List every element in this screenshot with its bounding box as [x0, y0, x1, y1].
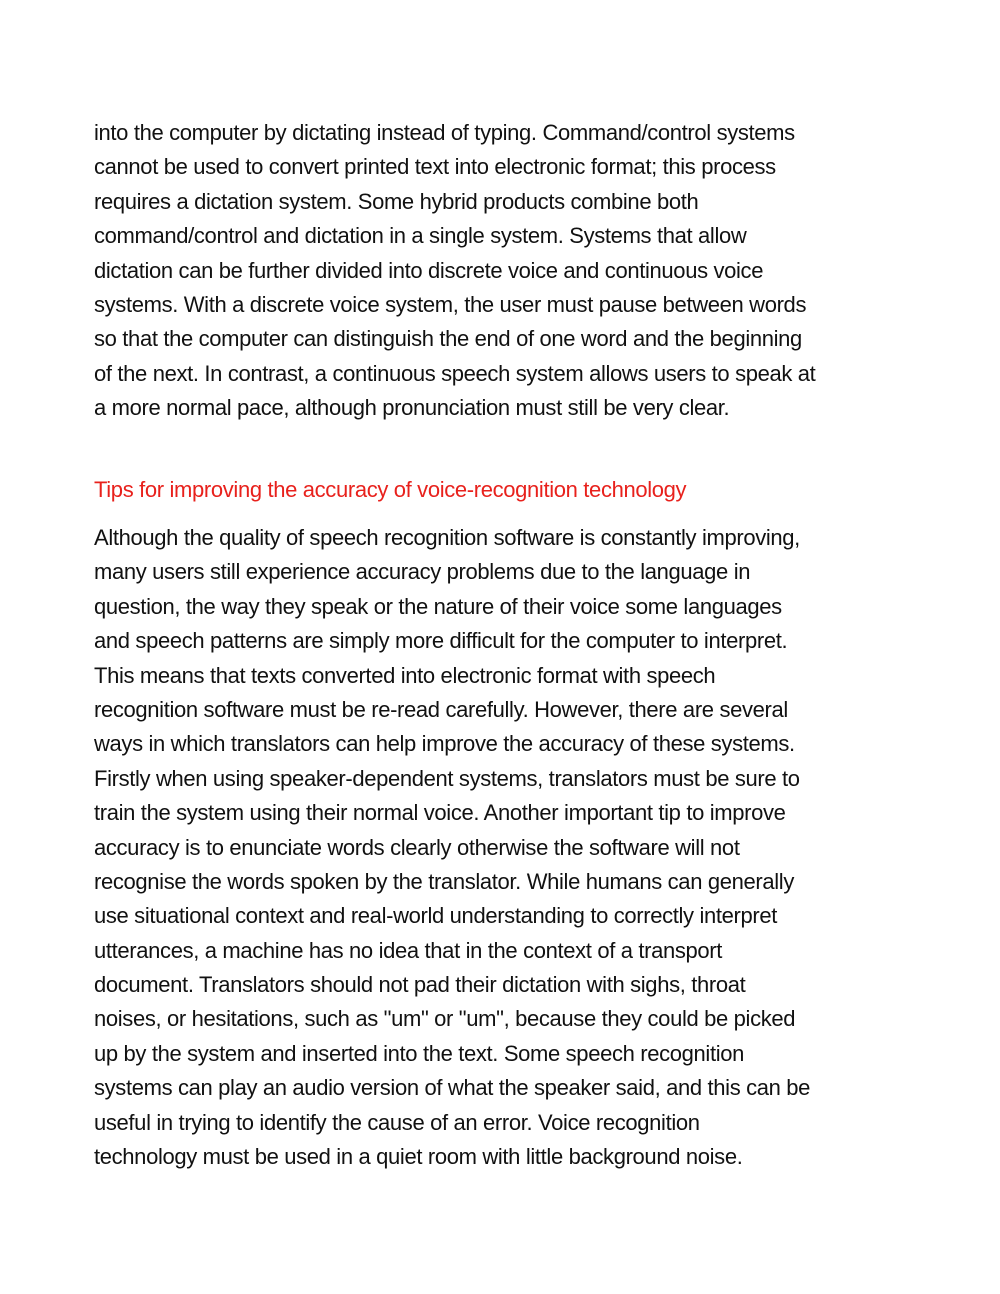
paragraph-dictation-systems	[94, 116, 924, 426]
text-line: utterances, a machine has no idea that in the context of a transport	[94, 937, 723, 963]
text-line: use situational context and real-world understanding to correctly interpret	[94, 903, 778, 929]
text-line: systems can play an audio version of what the speaker said, and this can be	[94, 1075, 811, 1101]
text-line: noises, or hesitations, such as "um" or "um", because they could be picked	[94, 1006, 796, 1032]
text-line: Although the quality of speech recognition software is constantly improving,	[94, 525, 800, 550]
text-line: Firstly when using speaker-dependent systems, translators must be sure to	[94, 765, 800, 791]
text-line: train the system using their normal voice. Another important tip to improve	[94, 800, 786, 826]
text-line: so that the computer can distinguish the end of one word and the beginning	[94, 326, 802, 352]
section-heading: Tips for improving the accuracy of voice-recognition technology	[94, 477, 687, 502]
text-line: cannot be used to convert printed text into electronic format; this process	[94, 154, 776, 180]
text-line: command/control and dictation in a single system. Systems that allow	[94, 223, 747, 249]
text-line: technology must be used in a quiet room with little background noise.	[94, 1144, 743, 1170]
text-line: systems. With a discrete voice system, the user must pause between words	[94, 291, 807, 317]
paragraph-accuracy-tips	[94, 521, 924, 1174]
text-line: recognise the words spoken by the translator. While humans can generally	[94, 868, 794, 894]
text-line: and speech patterns are simply more difficult for the computer to interpret.	[94, 628, 788, 654]
text-line: recognition software must be re-read carefully. However, there are several	[94, 696, 788, 722]
text-line: This means that texts converted into electronic format with speech	[94, 662, 716, 688]
text-line: question, the way they speak or the nature of their voice some languages	[94, 593, 782, 619]
text-line: of the next. In contrast, a continuous speech system allows users to speak at	[94, 360, 816, 386]
text-line: document. Translators should not pad their dictation with sighs, throat	[94, 972, 746, 998]
text-line: up by the system and inserted into the text. Some speech recognition	[94, 1040, 745, 1066]
text-line: many users still experience accuracy problems due to the language in	[94, 559, 751, 585]
text-line: ways in which translators can help improve the accuracy of these systems.	[94, 731, 795, 757]
text-line: dictation can be further divided into discrete voice and continuous voice	[94, 257, 764, 283]
text-line: useful in trying to identify the cause of an error. Voice recognition	[94, 1109, 700, 1135]
text-line: a more normal pace, although pronunciation must still be very clear.	[94, 395, 730, 421]
text-line: requires a dictation system. Some hybrid products combine both	[94, 188, 699, 214]
text-line: into the computer by dictating instead of typing. Command/control systems	[94, 120, 795, 145]
text-line: accuracy is to enunciate words clearly otherwise the software will not	[94, 834, 740, 860]
